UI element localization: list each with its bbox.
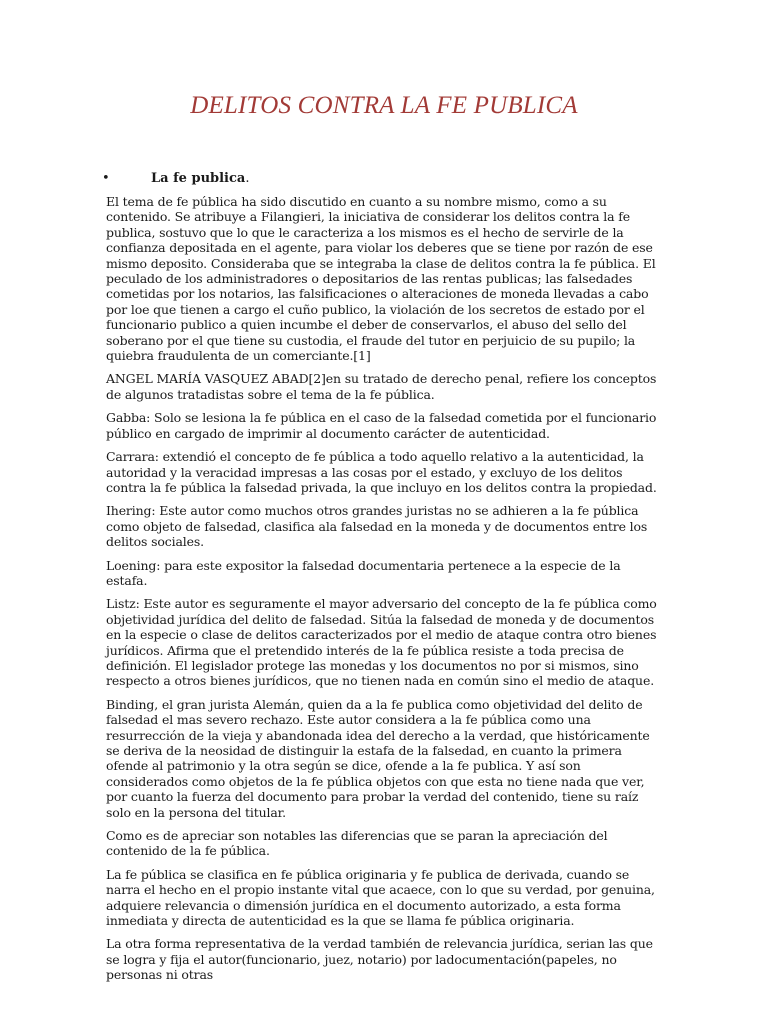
paragraph-ihering: Ihering: Este autor como muchos otros grandes juristas no se adhieren a la fe pública como objeto de falsedad, clasifica ala falsedad en la moneda y de documentos entre los delitos sociales. <box>106 503 648 550</box>
paragraph-carrara: Carrara: extendió el concepto de fe pública a todo aquello relativo a la autenticidad, la autoridad y la veracidad impresas a las cosas por el estado, y excluyo de los delitos contra la fe pública la falsedad privada, la que incluyo en los delitos contra la propiedad. <box>106 449 657 495</box>
paragraph-diferencias: Como es de apreciar son notables las diferencias que se paran la apreciación del contenido de la fe pública. <box>106 828 608 859</box>
paragraph-listz: Listz: Este autor es seguramente el mayor adversario del concepto de la fe pública como objetividad jurídica del delito de falsedad. Sitúa la falsedad de moneda y de documentos en la especie o clase de delitos caracterizados por el medio de ataque contra otro bienes jurídicos. Afirma que el pretendido interés de la fe pública resiste a toda precisa de definición. El legislador protege las monedas y los documentos no por si mismos, sino respecto a otros bienes jurídicos, que no tienen nada en común sino el medio de ataque. <box>106 596 657 689</box>
document-title: DELITOS CONTRA LA FE PUBLICA <box>190 92 578 119</box>
paragraph-otra-forma: La otra forma representativa de la verdad también de relevancia jurídica, serian las que se logra y fija el autor(funcionario, juez, notario) por ladocumentación(papeles, no personas ni otras <box>106 936 653 983</box>
paragraph-intro: El tema de fe pública ha sido discutido en cuanto a su nombre mismo, como a su contenido. Se atribuye a Filangieri, la iniciativa de considerar los delitos contra la fe publica, sostuvo que lo que le caracteriza a los mismos es el hecho de servirle de la confianza depositada en el agente, para violar los deberes que se tiene por razón de ese mismo deposito. Consideraba que se integraba la clase de delitos contra la fe pública. El peculado de los administradores o depositarios de las rentas publicas; las falsedades cometidas por los notarios, las falsificaciones o alteraciones de moneda llevadas a cabo por loe que tienen a cargo el cuño publico, la violación de los secretos de estado por el funcionario publico a quien incumbe el deber de conservarlos, el abuso del sello del soberano por el que tiene su custodia, el fraude del tutor en perjuicio de su pupilo; la quiebra fraudulenta de un comerciante.[1] <box>106 194 656 364</box>
bullet-icon: • <box>102 171 110 186</box>
section-heading <box>151 171 249 187</box>
section-heading-label: La fe publica <box>151 171 246 186</box>
paragraph-gabba: Gabba: Solo se lesiona la fe pública en el caso de la falsedad cometida por el funcionario público en cargado de imprimir al documento carácter de autenticidad. <box>106 410 657 441</box>
document-body <box>106 194 658 991</box>
paragraph-clasificacion: La fe pública se clasifica en fe pública originaria y fe publica de derivada, cuando se narra el hecho en el propio instante vital que acaece, con lo que su verdad, por genuina, adquiere relevancia o dimensión jurídica en el documento autorizado, a esta forma inmediata y directa de autenticidad es la que se llama fe pública originaria. <box>106 866 655 929</box>
paragraph-loening: Loening: para este expositor la falsedad documentaria pertenece a la especie de la estafa. <box>106 557 621 588</box>
paragraph-binding: Binding, el gran jurista Alemán, quien da a la fe publica como objetividad del delito de falsedad el mas severo rechazo. Este autor considera a la fe pública como una resurrección de la vieja y abandonada idea del derecho a la verdad, que históricamente se deriva de la neosidad de distinguir la estafa de la falsedad, en cuanto la primera ofende al patrimonio y la otra según se dice, ofende a la fe publica. Y así son considerados como objetos de la fe pública objetos con que esta no tiene nada que ver, por cuanto la fuerza del documento para probar la verdad del contenido, tiene su raíz solo en la persona del titular. <box>106 696 650 820</box>
paragraph-vasquez-abad: ANGEL MARÍA VASQUEZ ABAD[2]en su tratado de derecho penal, refiere los conceptos de algunos tratadistas sobre el tema de la fe pública. <box>106 371 657 402</box>
section-heading-suffix: . <box>245 171 250 186</box>
